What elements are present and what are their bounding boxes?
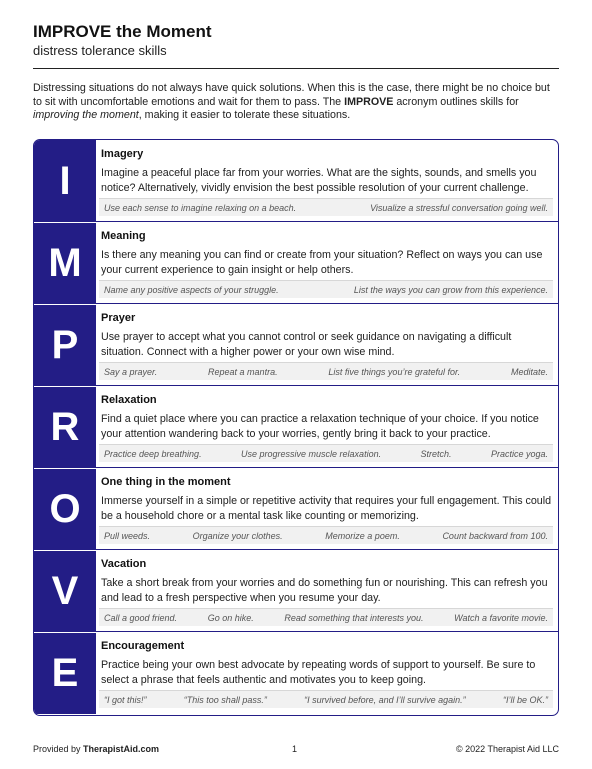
footer-copyright: © 2022 Therapist Aid LLC: [455, 744, 559, 754]
intro-paragraph: [33, 82, 561, 123]
skill-heading: Imagery: [101, 148, 144, 160]
letter-separator: [34, 386, 96, 387]
skill-example: Practice yoga.: [490, 448, 548, 459]
skill-letter: P: [34, 304, 96, 386]
skill-heading: One thing in the moment: [101, 476, 231, 488]
intro-acronym: IMPROVE: [344, 95, 394, 108]
skill-examples: [99, 690, 553, 708]
skill-examples: [99, 608, 553, 626]
footer-provided-by: [33, 744, 159, 754]
page-subtitle: distress tolerance skills: [33, 43, 167, 58]
skill-description: Find a quiet place where you can practice a relaxation technique of your choice. If you notice your attention wandering back to your worries, gently bring it back to your practice.: [101, 413, 539, 440]
skill-example: Use each sense to imagine relaxing on a beach.: [104, 202, 297, 213]
skill-example: Organize your clothes.: [192, 530, 283, 541]
skill-example: List five things you’re grateful for.: [328, 366, 461, 377]
skill-example: Pull weeds.: [104, 530, 151, 541]
skill-examples: [99, 198, 553, 216]
skill-content: [101, 386, 553, 468]
skill-content: [101, 222, 553, 304]
letter-separator: [34, 632, 96, 633]
row-divider: [96, 303, 558, 304]
letter-separator: [34, 304, 96, 305]
skill-example: Use progressive muscle relaxation.: [241, 448, 382, 459]
skill-example: Practice deep breathing.: [104, 448, 202, 459]
skill-row: [34, 550, 558, 632]
skill-heading: Meaning: [101, 230, 146, 242]
skill-example: Name any positive aspects of your struggle.: [104, 284, 279, 295]
skill-content: [101, 468, 553, 550]
skill-letter: E: [34, 632, 96, 714]
row-divider: [96, 549, 558, 550]
skill-letter: R: [34, 386, 96, 468]
skill-content: [101, 550, 553, 632]
skill-example: Meditate.: [510, 366, 548, 377]
skill-example: List the ways you can grow from this experience.: [353, 284, 548, 295]
skill-examples: [99, 526, 553, 544]
skill-example: Call a good friend.: [104, 612, 178, 623]
page-title: IMPROVE the Moment: [33, 22, 212, 41]
row-divider: [96, 631, 558, 632]
skill-row: [34, 222, 558, 304]
intro-text-2: acronym outlines skills for: [393, 95, 519, 108]
skill-letter: O: [34, 468, 96, 550]
skill-letter: I: [34, 140, 96, 222]
skill-heading: Encouragement: [101, 640, 185, 652]
skill-example: “I survived before, and I’ll survive again.”: [304, 694, 466, 705]
intro-text-1: Distressing situations do not always have quick solutions. When this is the case, there might be no choice but to sit with uncomfortable emotions and wait for them to pass. The: [33, 82, 550, 108]
skill-example: “This too shall pass.”: [183, 694, 267, 705]
skill-example: Stretch.: [420, 448, 452, 459]
skill-example: Visualize a stressful conversation going well.: [370, 202, 548, 213]
letter-separator: [34, 468, 96, 469]
skill-content: [101, 304, 553, 386]
skill-description: Is there any meaning you can find or create from your situation? Reflect on ways you can use your current experience to gain insight or help others.: [101, 249, 543, 276]
skill-description: Immerse yourself in a simple or repetitive activity that requires your full engagement. This could be a household chore or a mental task like counting or memorizing.: [101, 495, 552, 522]
skills-table: [33, 139, 559, 716]
skill-example: Count backward from 100.: [442, 530, 548, 541]
skill-heading: Prayer: [101, 312, 136, 324]
skill-row: [34, 140, 558, 222]
skill-content: [101, 140, 553, 222]
skill-example: Read something that interests you.: [284, 612, 424, 623]
skill-example: Repeat a mantra.: [208, 366, 278, 377]
skill-letter: M: [34, 222, 96, 304]
skill-example: “I got this!”: [104, 694, 147, 705]
skill-content: [101, 632, 553, 714]
skill-heading: Relaxation: [101, 394, 157, 406]
skill-examples: [99, 444, 553, 462]
skill-description: Take a short break from your worries and do something fun or nourishing. This can refresh you and lead to a fresh perspective when you resume your day.: [101, 577, 548, 604]
skill-heading: Vacation: [101, 558, 147, 570]
skill-description: Imagine a peaceful place far from your worries. What are the sights, sounds, and smells you notice? Alternatively, vividly envision the best possible resolution of your current challenge.: [101, 167, 537, 194]
skill-example: Memorize a poem.: [325, 530, 400, 541]
row-divider: [96, 385, 558, 386]
title-divider: [33, 68, 559, 69]
skill-row: [34, 304, 558, 386]
row-divider: [96, 467, 558, 468]
skill-description: Use prayer to accept what you cannot control or seek guidance on navigating a difficult situation. Connect with a higher power or your own wise mind.: [101, 331, 512, 358]
skill-row: [34, 468, 558, 550]
skill-examples: [99, 362, 553, 380]
footer-provided-prefix: Provided by: [33, 744, 84, 754]
skill-row: [34, 386, 558, 468]
intro-text-3: , making it easier to tolerate these situations.: [138, 109, 351, 121]
skill-example: Go on hike.: [207, 612, 254, 623]
skill-example: “I’ll be OK.”: [502, 694, 548, 705]
footer-page-number: 1: [292, 744, 298, 754]
skill-examples: [99, 280, 553, 298]
skill-example: Watch a favorite movie.: [454, 612, 548, 623]
letter-separator: [34, 222, 96, 223]
skill-row: [34, 632, 558, 714]
skill-example: Say a prayer.: [104, 366, 158, 377]
row-divider: [96, 221, 558, 222]
skill-description: Practice being your own best advocate by repeating words of support to yourself. Be sure to select a phrase that feels authentic and motivates you to keep going.: [101, 659, 536, 686]
footer-brand-link[interactable]: TherapistAid.com: [83, 744, 160, 754]
skill-letter: V: [34, 550, 96, 632]
letter-separator: [34, 550, 96, 551]
intro-italic: improving the moment: [33, 109, 139, 121]
